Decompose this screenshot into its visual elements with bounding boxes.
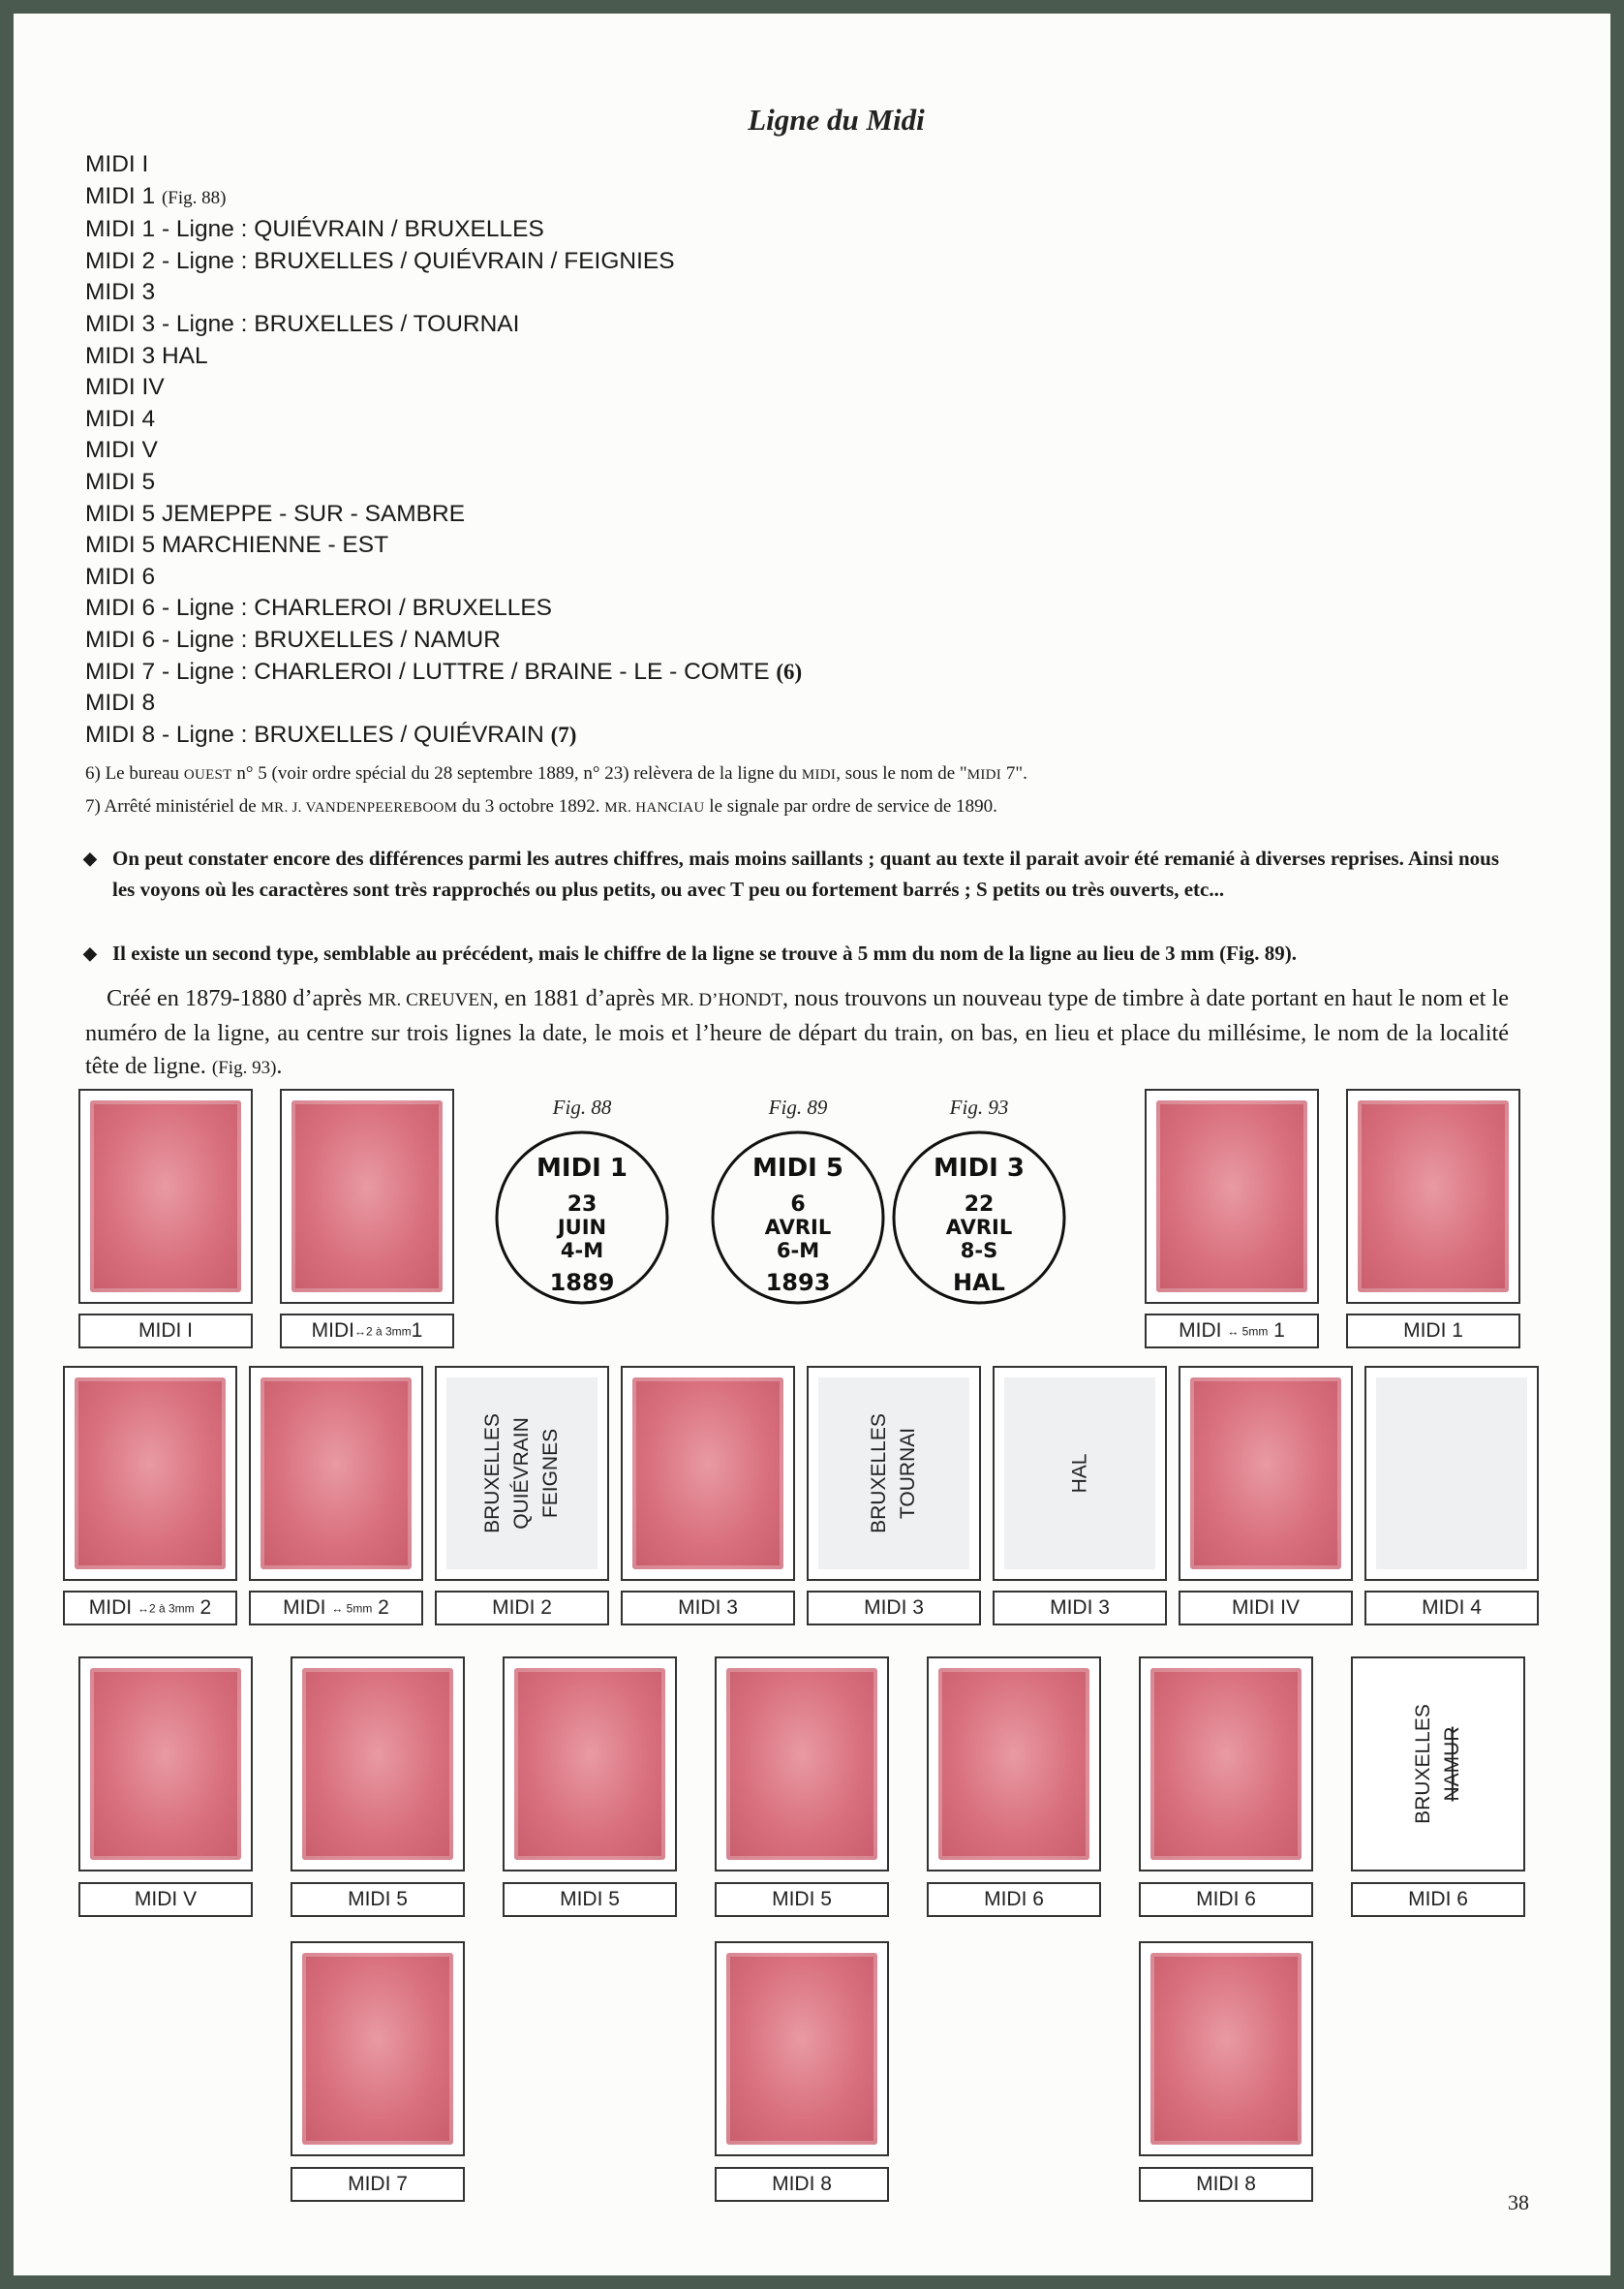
footnote-ref: (6) <box>776 659 803 684</box>
stamp-label: MIDI 6 <box>927 1882 1101 1917</box>
vtext-line: FEIGNES <box>538 1428 562 1519</box>
label-small: ↔ 5mm <box>1227 1324 1269 1339</box>
para-text: , nous trouvons un nouveau type de timbre à date portant en haut le nom et le numéro de la ligne, au centre sur trois lignes la date, le mois et l’heure de départ du train, on bas, en lieu et place du millésime, le nom de la localité tête de ligne. <box>85 985 1510 1079</box>
label-text: MIDI <box>311 1319 354 1342</box>
list-item <box>85 720 802 752</box>
stamp-frame <box>1139 1941 1313 2156</box>
list-item-text: MIDI 6 <box>85 563 156 590</box>
stamp-frame <box>63 1366 237 1581</box>
postmark-day: 23 <box>567 1192 598 1217</box>
footnote-text: MIDI <box>966 767 1002 783</box>
stamp-label: MIDI 6 <box>1139 1882 1313 1917</box>
stamp-label: MIDI I <box>78 1314 253 1348</box>
stamp-image <box>514 1668 665 1860</box>
figure-ref: (Fig. 88) <box>161 187 227 208</box>
stamp-label <box>1145 1314 1319 1348</box>
page-number: 38 <box>1508 2190 1529 2214</box>
vtext-line: HAL <box>1067 1453 1090 1494</box>
postmark-month: AVRIL <box>764 1216 832 1239</box>
footnote-text: n° 5 (voir ordre spécial du 28 septembre 1889, n° 23) relèvera de la ligne du <box>231 763 802 784</box>
stamp-label: MIDI 8 <box>1139 2167 1313 2202</box>
postmark-hour: 8-S <box>960 1239 998 1262</box>
list-item-text: MIDI 5 <box>85 468 156 495</box>
stamp-frame <box>503 1656 677 1871</box>
vertical-text <box>1004 1377 1155 1569</box>
stamp-frame <box>715 1941 889 2156</box>
label-small: ↔2 à 3mm <box>353 1324 412 1339</box>
stamp-frame <box>993 1366 1167 1581</box>
postmark-figure-88 <box>490 1126 674 1310</box>
stamp-image <box>260 1377 412 1569</box>
bullet-text: On peut constater encore des différences parmi les autres chiffres, mais moins saillants ; quant au texte il parait avoir été remanié à diverses reprises. Ainsi nous les voyons où les caractères sont très rapprochés ou plus petits, ou avec T peu ou fortement barrés ; S petits ou très ouverts, etc... <box>112 847 1499 901</box>
stamp-image <box>1150 1668 1302 1860</box>
list-item <box>85 593 802 625</box>
footnote-text: le signale par ordre de service de 1890. <box>704 796 997 817</box>
postmark-figure-93 <box>887 1126 1071 1310</box>
list-item <box>85 688 802 720</box>
bullet-note <box>85 843 1499 905</box>
postmark-hour: 4-M <box>560 1239 604 1262</box>
text-panel <box>1004 1377 1155 1569</box>
stamp-label: MIDI 2 <box>435 1591 609 1625</box>
stamp-label: MIDI 1 <box>1346 1314 1520 1348</box>
document-page <box>14 14 1610 2275</box>
list-item-text: MIDI 3 - Ligne : BRUXELLES / TOURNAI <box>85 310 520 337</box>
list-item-text: MIDI 3 HAL <box>85 342 208 369</box>
empty-panel <box>1376 1377 1527 1569</box>
footnote-text: MR. J. VANDENPEEREBOOM <box>260 800 458 816</box>
stamp-label: MIDI 4 <box>1364 1591 1539 1625</box>
stamp-label: MIDI 3 <box>993 1591 1167 1625</box>
postmark-month: JUIN <box>557 1216 607 1239</box>
label-text: 2 <box>199 1596 212 1619</box>
bullet-text: Il existe un second type, semblable au précédent, mais le chiffre de la ligne se trouve à 5 mm du nom de la ligne au lieu de 3 mm (Fig. 89). <box>112 942 1297 965</box>
list-item <box>85 499 802 531</box>
stamp-frame <box>715 1656 889 1871</box>
list-item <box>85 149 802 181</box>
para-text: MR. CREUVEN <box>367 990 493 1010</box>
list-item-text: MIDI I <box>85 151 149 177</box>
stamp-label: MIDI 3 <box>807 1591 981 1625</box>
postmark-month: AVRIL <box>945 1216 1013 1239</box>
vtext-line: TOURNAI <box>896 1427 919 1520</box>
list-item <box>85 435 802 467</box>
list-item-text: MIDI 8 <box>85 690 156 717</box>
para-text: , en 1881 d’après <box>492 985 661 1011</box>
label-text: 1 <box>1273 1319 1285 1342</box>
vtext-line: BRUXELLES <box>1411 1704 1434 1824</box>
list-item <box>85 341 802 373</box>
list-item <box>85 372 802 404</box>
list-item-text: MIDI 5 JEMEPPE - SUR - SAMBRE <box>85 500 466 527</box>
label-text: MIDI <box>88 1596 133 1619</box>
stamp-frame <box>1346 1089 1520 1304</box>
label-text: MIDI <box>1179 1319 1222 1342</box>
stamp-label: MIDI 3 <box>621 1591 795 1625</box>
label-small: ↔2 à 3mm <box>137 1601 195 1616</box>
diamond-icon: ◆ <box>83 943 97 963</box>
stamp-label: MIDI 6 <box>1351 1882 1525 1917</box>
stamp-label: MIDI 7 <box>291 2167 465 2202</box>
para-text: Créé en 1879-1880 d’après <box>107 985 368 1011</box>
stamp-image <box>726 1953 877 2145</box>
stamp-label: MIDI V <box>78 1882 253 1917</box>
label-text: 1 <box>411 1319 423 1342</box>
postmark-bottom: HAL <box>953 1269 1005 1296</box>
stamp-frame <box>1364 1366 1539 1581</box>
stamp-image <box>1156 1100 1307 1292</box>
para-text: MR. D’HONDT <box>660 990 782 1010</box>
stamp-image <box>302 1668 453 1860</box>
postmark-day: 6 <box>790 1192 806 1217</box>
stamp-frame <box>280 1089 454 1304</box>
stamp-image <box>1358 1100 1509 1292</box>
postmark-bottom: 1893 <box>765 1269 831 1296</box>
stamp-frame <box>1179 1366 1353 1581</box>
figure-caption: Fig. 89 <box>768 1096 828 1119</box>
figure-caption: Fig. 93 <box>949 1096 1009 1119</box>
list-item <box>85 277 802 309</box>
para-text: (Fig. 93) <box>211 1058 277 1078</box>
stamp-image <box>938 1668 1089 1860</box>
stamp-label: MIDI IV <box>1179 1591 1353 1625</box>
bullet-note <box>85 938 1499 969</box>
list-item-text: MIDI 5 MARCHIENNE - EST <box>85 532 389 559</box>
footnote-text: 6) Le bureau <box>85 763 184 784</box>
list-item-text: MIDI 8 - Ligne : BRUXELLES / QUIÉVRAIN <box>85 721 544 748</box>
stamp-image <box>302 1953 453 2145</box>
stamp-frame <box>927 1656 1101 1871</box>
stamp-label: MIDI 5 <box>503 1882 677 1917</box>
vtext-line: BRUXELLES <box>480 1413 504 1533</box>
stamp-image <box>1150 1953 1302 2145</box>
list-item-text: MIDI 7 - Ligne : CHARLEROI / LUTTRE / BRAINE - LE - COMTE <box>85 658 770 685</box>
footnote-text: 7) Arrêté ministériel de <box>85 796 261 817</box>
footnote-ref: (7) <box>550 722 577 747</box>
list-item-text: MIDI IV <box>85 374 165 401</box>
postmark-bottom: 1889 <box>549 1269 615 1296</box>
list-item-text: MIDI 4 <box>85 405 156 432</box>
list-item <box>85 246 802 278</box>
list-item <box>85 562 802 594</box>
footnote-text: , sous le nom de " <box>836 763 967 784</box>
stamp-image <box>75 1377 226 1569</box>
body-paragraph <box>85 982 1509 1085</box>
footnote-text: 7". <box>1001 763 1027 784</box>
list-item-text: MIDI 1 <box>85 182 156 209</box>
stamp-image <box>90 1100 241 1292</box>
list-item <box>85 404 802 436</box>
stamp-image <box>90 1668 241 1860</box>
vtext-line: QUIÉVRAIN <box>509 1417 533 1530</box>
list-item <box>85 309 802 341</box>
stamp-label: MIDI 5 <box>291 1882 465 1917</box>
vtext-line: NAMUR <box>1440 1726 1463 1802</box>
stamp-frame <box>291 1656 465 1871</box>
diamond-icon: ◆ <box>83 849 97 868</box>
stamp-frame <box>291 1941 465 2156</box>
list-item <box>85 657 802 689</box>
stamp-frame <box>78 1089 253 1304</box>
stamp-frame <box>249 1366 423 1581</box>
footnote-text: du 3 octobre 1892. <box>457 796 605 817</box>
stamp-label: MIDI 5 <box>715 1882 889 1917</box>
postmark-day: 22 <box>964 1192 995 1217</box>
stamp-image <box>726 1668 877 1860</box>
para-text: . <box>276 1053 283 1079</box>
list-item <box>85 214 802 246</box>
list-item-text: MIDI 2 - Ligne : BRUXELLES / QUIÉVRAIN / FEIGNIES <box>85 247 675 274</box>
text-panel <box>1363 1668 1514 1860</box>
footnote-text: MR. HANCIAU <box>604 800 705 816</box>
postmark-figure-89 <box>706 1126 890 1310</box>
stamp-image <box>291 1100 443 1292</box>
cancellation-list <box>85 149 802 751</box>
figure-caption: Fig. 88 <box>552 1096 612 1119</box>
text-panel <box>446 1377 598 1569</box>
stamp-label <box>63 1591 237 1625</box>
postmark-top: MIDI 5 <box>752 1154 843 1183</box>
text-panel <box>818 1377 969 1569</box>
list-item-text: MIDI V <box>85 437 158 464</box>
postmark-top: MIDI 3 <box>934 1154 1025 1183</box>
stamp-frame <box>807 1366 981 1581</box>
footnote-7 <box>85 796 997 818</box>
vtext-line: BRUXELLES <box>867 1413 890 1533</box>
footnote-text: OUEST <box>183 767 232 783</box>
list-item <box>85 530 802 562</box>
postmark-top: MIDI 1 <box>536 1154 628 1183</box>
list-item-text: MIDI 6 - Ligne : CHARLEROI / BRUXELLES <box>85 595 552 622</box>
stamp-label <box>249 1591 423 1625</box>
list-item <box>85 625 802 657</box>
stamp-frame <box>78 1656 253 1871</box>
page-title: Ligne du Midi <box>748 103 925 137</box>
stamp-image <box>632 1377 783 1569</box>
label-text: 2 <box>378 1596 389 1619</box>
list-item <box>85 467 802 499</box>
vertical-text <box>1363 1668 1514 1860</box>
stamp-frame <box>1145 1089 1319 1304</box>
stamp-label <box>280 1314 454 1348</box>
postmark-hour: 6-M <box>776 1239 820 1262</box>
stamp-frame <box>621 1366 795 1581</box>
stamp-label: MIDI 8 <box>715 2167 889 2202</box>
vertical-text <box>818 1377 969 1569</box>
label-small: ↔ 5mm <box>331 1601 373 1616</box>
stamp-frame <box>1139 1656 1313 1871</box>
stamp-image <box>1190 1377 1341 1569</box>
list-item-text: MIDI 3 <box>85 279 156 306</box>
stamp-frame <box>1351 1656 1525 1871</box>
list-item <box>85 181 802 215</box>
vertical-text <box>446 1377 598 1569</box>
label-text: MIDI <box>283 1596 326 1619</box>
footnote-6 <box>85 763 1027 785</box>
stamp-frame <box>435 1366 609 1581</box>
list-item-text: MIDI 1 - Ligne : QUIÉVRAIN / BRUXELLES <box>85 216 544 243</box>
list-item-text: MIDI 6 - Ligne : BRUXELLES / NAMUR <box>85 626 501 653</box>
footnote-text: MIDI <box>801 767 837 783</box>
